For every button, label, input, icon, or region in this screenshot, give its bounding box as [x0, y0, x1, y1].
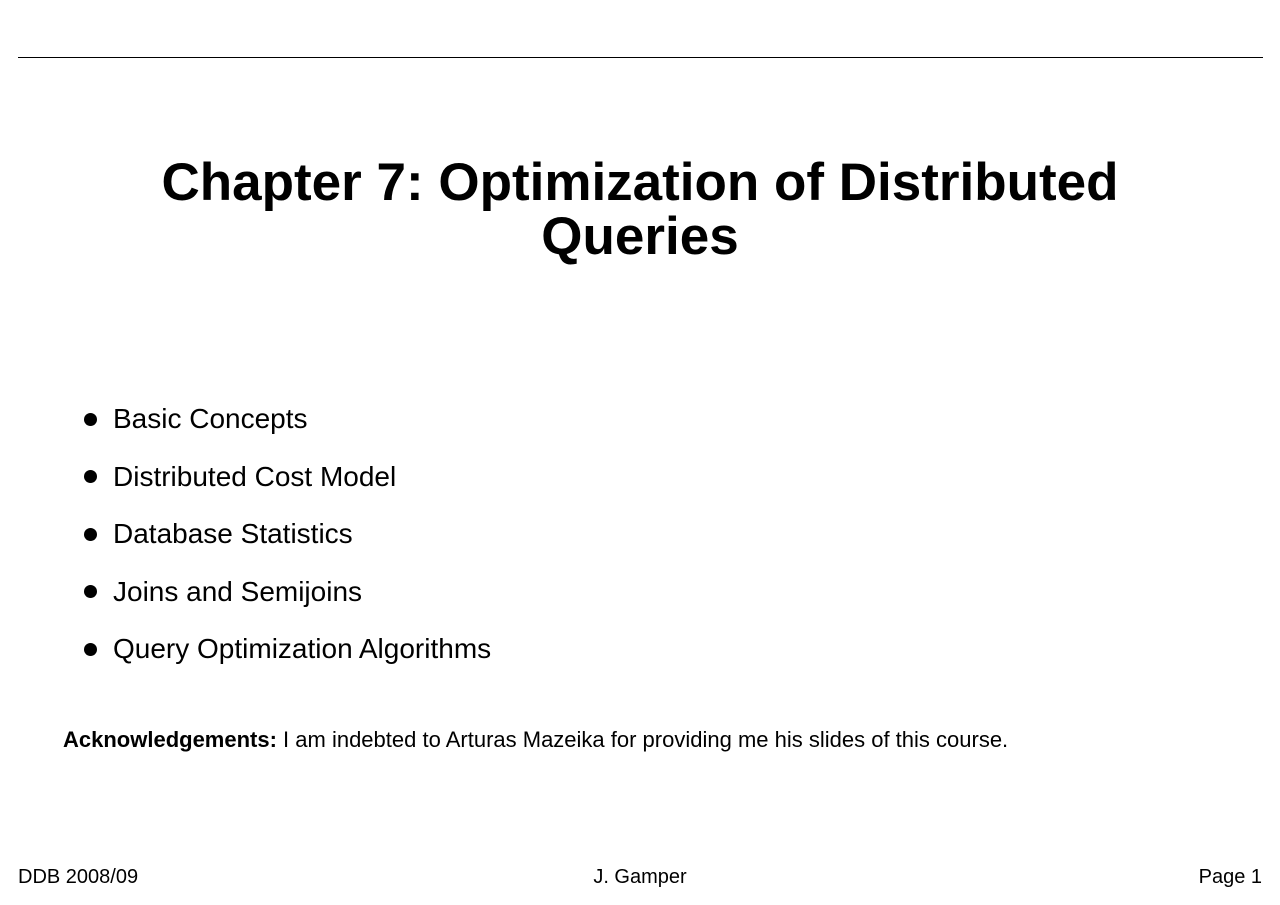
footer-page-number: Page 1: [1198, 866, 1262, 888]
topic-list: [84, 400, 491, 688]
list-item: [84, 573, 491, 611]
slide-title-line-2: Queries: [541, 207, 739, 266]
bullet-icon: [84, 470, 97, 483]
acknowledgement: [63, 726, 1008, 754]
bullet-icon: [84, 528, 97, 541]
bullet-icon: [84, 585, 97, 598]
bullet-icon: [84, 413, 97, 426]
list-item-label: Database Statistics: [113, 518, 353, 549]
acknowledgement-text: I am indebted to Arturas Mazeika for providing me his slides of this course.: [276, 727, 1009, 752]
list-item-label: Distributed Cost Model: [113, 460, 397, 492]
header-rule: [18, 57, 1263, 58]
list-item: [84, 400, 491, 438]
list-item: [84, 630, 491, 668]
acknowledgement-label: Acknowledgements:: [63, 727, 277, 752]
footer-author: J. Gamper: [593, 866, 687, 888]
slide-title-line-1: Chapter 7: Optimization of Distributed: [161, 153, 1119, 212]
list-item: [84, 515, 491, 553]
bullet-icon: [84, 643, 97, 656]
footer-course: DDB 2008/09: [18, 866, 139, 888]
list-item-label: Basic Concepts: [113, 403, 308, 434]
list-item-label: Joins and Semijoins: [113, 575, 363, 607]
list-item: [84, 458, 491, 496]
list-item-label: Query Optimization Algorithms: [113, 633, 492, 664]
slide-title: [0, 153, 1280, 266]
